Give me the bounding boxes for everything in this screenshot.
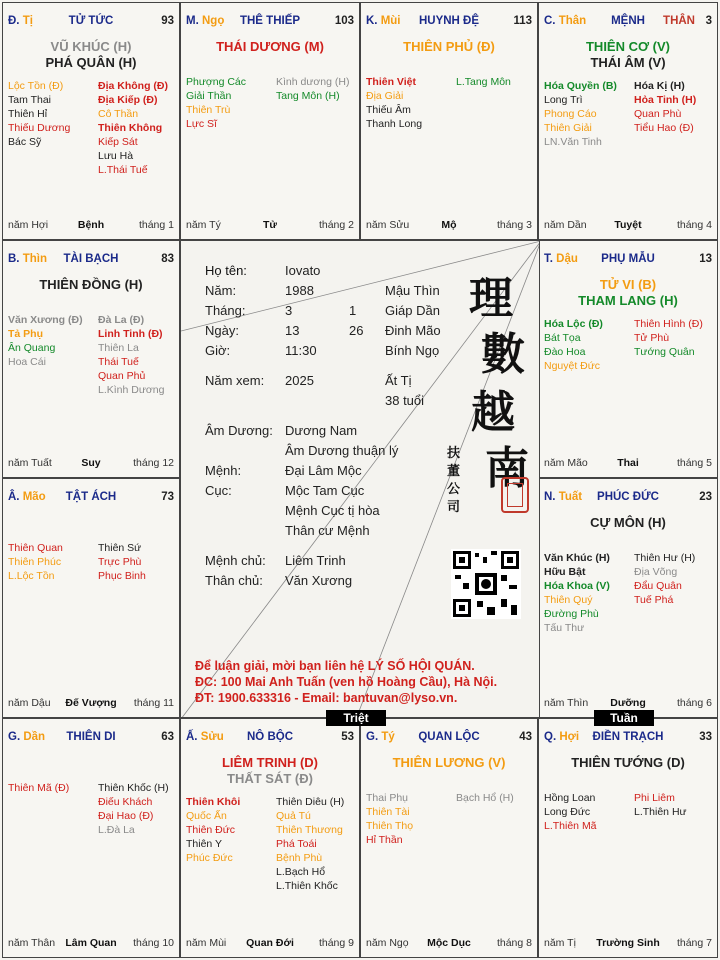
palace-ty[interactable] bbox=[2, 2, 180, 240]
minor-star: Địa Võng bbox=[634, 566, 678, 578]
minor-star: Phúc Đức bbox=[186, 852, 233, 864]
minor-star: Bát Tọa bbox=[544, 332, 581, 344]
minor-star: Văn Xương (Đ) bbox=[8, 314, 83, 326]
minor-stars-right bbox=[98, 781, 169, 837]
minor-stars-right bbox=[634, 551, 695, 607]
minor-star: LN.Văn Tinh bbox=[544, 136, 602, 148]
month-canchi: Giáp Dần bbox=[385, 303, 440, 318]
palace-dan[interactable] bbox=[2, 718, 180, 958]
palace-age: 63 bbox=[161, 731, 174, 743]
major-star: THÁI DƯƠNG (M) bbox=[216, 39, 324, 54]
minor-stars-left bbox=[186, 795, 240, 865]
minor-stars-left bbox=[544, 79, 617, 149]
palace-header bbox=[3, 731, 179, 747]
minor-star: Thiên Thọ bbox=[366, 820, 414, 832]
minor-stars-right bbox=[98, 541, 146, 583]
notice-line-2: ĐC: 100 Mai Anh Tuấn (ven hồ Hoàng Cầu), Hà Nội. bbox=[195, 675, 498, 689]
palace-stage: Trường Sinh bbox=[596, 937, 660, 949]
minor-star: Thanh Long bbox=[366, 118, 423, 130]
minor-star: Nguyệt Đức bbox=[544, 360, 601, 372]
palace-name: TỬ TỨC bbox=[68, 15, 114, 27]
minor-stars-left bbox=[8, 781, 69, 795]
month-label: Tháng: bbox=[205, 303, 246, 318]
minor-star: Tử Phù bbox=[634, 332, 670, 344]
major-stars bbox=[539, 755, 717, 771]
palace-stem: C. Thân bbox=[544, 15, 587, 27]
minor-star: L.Lộc Tồn bbox=[8, 570, 55, 582]
palace-ty2[interactable] bbox=[360, 718, 538, 958]
minor-stars-right bbox=[456, 75, 511, 89]
palace-age: 103 bbox=[334, 15, 354, 27]
minor-star: Kình dương (H) bbox=[276, 76, 350, 88]
palace-age: 83 bbox=[161, 253, 174, 265]
hour-canchi: Bính Ngọ bbox=[385, 343, 440, 358]
palace-header bbox=[361, 15, 537, 31]
palace-month: tháng 6 bbox=[676, 697, 712, 709]
minor-star: Tam Thai bbox=[8, 94, 51, 106]
minor-star: Thiên Phúc bbox=[8, 556, 62, 568]
minor-star: Phục Binh bbox=[98, 570, 146, 582]
palace-month: tháng 10 bbox=[133, 937, 174, 949]
palace-stage: Đế Vượng bbox=[65, 697, 117, 709]
minor-star: Quốc Ấn bbox=[186, 810, 227, 822]
year-value: 1988 bbox=[285, 283, 314, 298]
palace-stage: Bệnh bbox=[77, 219, 105, 231]
major-stars bbox=[181, 39, 359, 55]
minor-star: L.Bạch Hổ bbox=[276, 866, 326, 878]
minor-star: L.Thiên Mã bbox=[544, 820, 597, 832]
palace-name: THIÊN DI bbox=[66, 731, 116, 743]
minor-star: Tuế Phá bbox=[634, 594, 674, 606]
palace-stem: M. Ngọ bbox=[186, 15, 225, 27]
palace-stem: G. Dần bbox=[8, 731, 46, 743]
minor-star: Thiếu Dương bbox=[8, 122, 71, 134]
minor-star: L.Thái Tuế bbox=[98, 164, 148, 176]
major-star: THẤT SÁT (Đ) bbox=[227, 771, 313, 786]
major-stars bbox=[361, 39, 537, 55]
minor-star: Trực Phù bbox=[98, 556, 142, 568]
palace-year: năm Thân bbox=[8, 937, 56, 949]
minor-star: Thiên Quan bbox=[8, 542, 63, 554]
palace-name: HUYNH ĐỆ bbox=[418, 15, 480, 27]
palace-header bbox=[539, 491, 717, 507]
palace-stage: Thai bbox=[617, 457, 639, 469]
palace-age: 3 bbox=[705, 15, 712, 27]
palace-tuat[interactable] bbox=[538, 478, 718, 718]
minor-stars-right bbox=[98, 313, 164, 397]
minor-star: Bạch Hổ (H) bbox=[456, 792, 514, 804]
minor-star: Ân Quang bbox=[8, 342, 56, 354]
minor-star: L.Kình Dương bbox=[98, 384, 165, 396]
palace-stage: Quan Đới bbox=[246, 937, 294, 949]
palace-month: tháng 8 bbox=[496, 937, 532, 949]
minor-star: Đường Phù bbox=[544, 608, 599, 620]
major-star: THAM LANG (H) bbox=[578, 293, 678, 308]
major-star: CỰ MÔN (H) bbox=[590, 515, 666, 530]
palace-year: năm Mùi bbox=[186, 937, 227, 949]
minor-star: Hỏa Tinh (H) bbox=[634, 94, 697, 106]
major-stars bbox=[539, 39, 717, 71]
palace-footer bbox=[181, 937, 359, 951]
minor-star: L.Thiên Hư bbox=[634, 806, 687, 818]
palace-month: tháng 11 bbox=[133, 697, 174, 709]
palace-month: tháng 12 bbox=[133, 457, 174, 469]
palace-age: 33 bbox=[699, 731, 712, 743]
minor-star: Hóa Lộc (Đ) bbox=[544, 318, 603, 330]
major-star: LIÊM TRINH (D) bbox=[221, 755, 319, 770]
palace-footer bbox=[539, 457, 717, 471]
palace-name: PHỤ MẪU bbox=[601, 253, 655, 265]
palace-footer bbox=[3, 457, 179, 471]
center-info-panel bbox=[180, 240, 540, 718]
cuc-label: Cục: bbox=[205, 483, 232, 498]
palace-footer bbox=[361, 219, 537, 233]
palace-mui[interactable] bbox=[360, 2, 538, 240]
palace-name: TÀI BẠCH bbox=[63, 253, 119, 265]
minor-star: Tiểu Hao (Đ) bbox=[634, 122, 694, 134]
calligraphy-char-2: 數 bbox=[481, 329, 525, 380]
minor-star: Thiên Y bbox=[186, 838, 222, 850]
palace-header bbox=[181, 15, 359, 31]
minor-star: L.Đà La bbox=[98, 824, 135, 836]
calligraphy-side-text: 扶 董 公 司 bbox=[447, 446, 461, 515]
palace-month: tháng 3 bbox=[496, 219, 532, 231]
view-year-canchi: Ất Tị bbox=[385, 373, 412, 388]
tuan-badge: Tuần bbox=[594, 710, 654, 726]
minor-stars-right bbox=[634, 791, 687, 819]
palace-ngo[interactable] bbox=[180, 2, 360, 240]
minor-star: Hỉ Thần bbox=[366, 834, 403, 846]
minor-star: Phi Liêm bbox=[634, 792, 675, 804]
minor-stars-left bbox=[8, 313, 83, 369]
minor-stars-left bbox=[186, 75, 246, 131]
palace-stage: Suy bbox=[81, 457, 101, 469]
minor-stars-right bbox=[276, 795, 344, 893]
palace-stem: T. Dậu bbox=[544, 253, 578, 265]
palace-footer bbox=[3, 697, 179, 711]
minor-star: Đại Hao (Đ) bbox=[98, 810, 154, 822]
minor-star: Thiên La bbox=[98, 342, 139, 354]
palace-month: tháng 5 bbox=[676, 457, 712, 469]
palace-footer bbox=[539, 937, 717, 951]
palace-footer bbox=[539, 219, 717, 233]
major-star: VŨ KHÚC (H) bbox=[50, 39, 132, 54]
palace-name: THÊ THIẾP bbox=[239, 15, 301, 27]
minor-star: Thiên Tài bbox=[366, 806, 410, 818]
minor-star: Thiên Hình (Đ) bbox=[634, 318, 703, 330]
palace-name: NÔ BỘC bbox=[247, 731, 293, 743]
minor-star: Phá Toái bbox=[276, 838, 317, 850]
major-star: PHÁ QUÂN (H) bbox=[45, 55, 137, 70]
red-seal-icon bbox=[501, 477, 529, 513]
view-year-label: Năm xem: bbox=[205, 373, 265, 388]
qr-code-icon[interactable] bbox=[451, 549, 521, 619]
palace-footer bbox=[361, 937, 537, 951]
palace-stage: Dưỡng bbox=[610, 697, 646, 709]
minor-star: Lộc Tồn (Đ) bbox=[8, 80, 64, 92]
major-stars bbox=[181, 755, 359, 787]
palace-dau[interactable] bbox=[538, 240, 718, 478]
notice-line-1: Để luận giải, mời bạn liên hệ LÝ SỐ HỘI QUÁN. bbox=[195, 659, 475, 673]
day-lunar: 26 bbox=[349, 323, 364, 338]
palace-footer bbox=[539, 697, 717, 711]
menh-value: Đại Lâm Mộc bbox=[285, 463, 362, 478]
palace-stage: Mộc Dục bbox=[427, 937, 471, 949]
palace-stem: Ấ. Sửu bbox=[186, 731, 224, 743]
cuc-note2: Thân cư Mệnh bbox=[285, 523, 370, 538]
minor-stars-right bbox=[634, 79, 696, 135]
minor-star: Hóa Kị (H) bbox=[634, 80, 685, 92]
minor-star: Lực Sĩ bbox=[186, 118, 217, 130]
palace-month: tháng 9 bbox=[318, 937, 354, 949]
palace-name: TẬT ÁCH bbox=[65, 491, 117, 503]
minor-star: Hồng Loan bbox=[544, 792, 596, 804]
palace-year: năm Sửu bbox=[366, 219, 410, 231]
palace-name: PHÚC ĐỨC bbox=[597, 491, 659, 503]
palace-header bbox=[539, 731, 717, 747]
minor-star: Hóa Khoa (V) bbox=[544, 580, 610, 592]
minor-star: Thiên Việt bbox=[366, 76, 416, 88]
minor-star: Long Đức bbox=[544, 806, 591, 818]
major-star: THIÊN PHỦ (Đ) bbox=[403, 39, 495, 54]
palace-age: 43 bbox=[519, 731, 532, 743]
notice-line-3: ĐT: 1900.633316 - Email: bantuvan@lyso.vn. bbox=[195, 691, 458, 705]
month-lunar: 1 bbox=[349, 303, 357, 318]
palace-year: năm Thìn bbox=[544, 697, 589, 709]
amduong-label: Âm Dương: bbox=[205, 423, 273, 438]
palace-stem: Q. Hợi bbox=[544, 731, 580, 743]
hour-label: Giờ: bbox=[205, 343, 231, 358]
palace-name: QUAN LỘC bbox=[418, 731, 480, 743]
menhchu-value: Liêm Trinh bbox=[285, 553, 346, 568]
minor-star: Hoa Cái bbox=[8, 356, 46, 368]
minor-stars-right bbox=[634, 317, 703, 359]
day-solar: 13 bbox=[285, 323, 300, 338]
major-stars bbox=[3, 39, 179, 71]
minor-star: Quan Phủ bbox=[98, 370, 146, 382]
minor-stars-left bbox=[544, 551, 610, 635]
palace-age: 93 bbox=[161, 15, 174, 27]
palace-age: 53 bbox=[341, 731, 354, 743]
minor-star: Bệnh Phù bbox=[276, 852, 323, 864]
minor-star: Bác Sỹ bbox=[8, 136, 42, 148]
palace-month: tháng 4 bbox=[676, 219, 712, 231]
amduong-note: Âm Dương thuận lý bbox=[285, 443, 399, 458]
palace-footer bbox=[3, 219, 179, 233]
minor-stars-left bbox=[366, 791, 413, 847]
major-stars bbox=[539, 515, 717, 531]
minor-star: Thai Phụ bbox=[366, 792, 409, 804]
palace-age: 113 bbox=[513, 15, 532, 27]
major-star: TỬ VI (B) bbox=[599, 277, 657, 292]
major-star: THIÊN TƯỚNG (D) bbox=[571, 755, 685, 770]
year-canchi: Mậu Thìn bbox=[385, 283, 440, 298]
cuc-value: Mộc Tam Cục bbox=[285, 483, 365, 498]
calligraphy-char-1: 理 bbox=[469, 273, 513, 324]
minor-stars-left bbox=[544, 791, 597, 833]
palace-stage: Lâm Quan bbox=[65, 937, 117, 949]
age-value: 38 tuổi bbox=[385, 393, 425, 408]
minor-star: Thiên Mã (Đ) bbox=[8, 782, 70, 794]
palace-year: năm Dậu bbox=[8, 697, 51, 709]
minor-star: Tang Môn (H) bbox=[276, 90, 340, 102]
minor-star: Giải Thần bbox=[186, 90, 232, 102]
minor-star: Phong Cáo bbox=[544, 108, 597, 120]
palace-year: năm Mão bbox=[544, 457, 588, 469]
minor-star: Thiên Trù bbox=[186, 104, 231, 116]
minor-star: Địa Giải bbox=[366, 90, 404, 102]
minor-star: Thiên Thương bbox=[276, 824, 343, 836]
minor-star: Thiên Không bbox=[98, 122, 163, 134]
palace-stem: Đ. Tị bbox=[8, 15, 33, 27]
minor-star: Đào Hoa bbox=[544, 346, 586, 358]
minor-star: Thiếu Âm bbox=[366, 104, 411, 116]
view-year-value: 2025 bbox=[285, 373, 314, 388]
major-stars bbox=[361, 755, 537, 771]
palace-stage: Mộ bbox=[441, 219, 457, 231]
minor-star: L.Thiên Khốc bbox=[276, 880, 338, 892]
minor-star: Tấu Thư bbox=[544, 622, 585, 634]
minor-star: Thiên Hư (H) bbox=[634, 552, 696, 564]
minor-star: Linh Tinh (Đ) bbox=[98, 328, 163, 340]
minor-star: Thiên Khôi bbox=[186, 796, 241, 808]
palace-body-marker: THÂN bbox=[663, 15, 695, 27]
palace-thin[interactable] bbox=[2, 240, 180, 478]
minor-stars-right bbox=[98, 79, 168, 177]
palace-year: năm Dần bbox=[544, 219, 587, 231]
minor-stars-left bbox=[8, 79, 70, 149]
palace-year: năm Tị bbox=[544, 937, 576, 949]
palace-footer bbox=[3, 937, 179, 951]
palace-year: năm Tuất bbox=[8, 457, 52, 469]
name-label: Họ tên: bbox=[205, 263, 247, 278]
minor-star: Long Trì bbox=[544, 94, 583, 106]
hour-value: 11:30 bbox=[285, 343, 317, 358]
name-value: Iovato bbox=[285, 263, 321, 278]
palace-header bbox=[3, 491, 179, 507]
day-canchi: Đinh Mão bbox=[385, 323, 441, 338]
day-label: Ngày: bbox=[205, 323, 239, 338]
minor-star: Thái Tuế bbox=[98, 356, 139, 368]
minor-star: Tướng Quân bbox=[634, 346, 695, 358]
minor-star: Hữu Bật bbox=[544, 566, 586, 578]
palace-header bbox=[361, 731, 537, 747]
menhchu-label: Mệnh chủ: bbox=[205, 553, 266, 568]
major-star: THIÊN ĐỒNG (H) bbox=[39, 277, 143, 292]
year-label: Năm: bbox=[205, 283, 237, 298]
thanchu-value: Văn Xương bbox=[285, 573, 353, 588]
minor-star: Quả Tú bbox=[276, 810, 311, 822]
palace-header bbox=[181, 731, 359, 747]
palace-age: 13 bbox=[699, 253, 712, 265]
palace-stage: Tử bbox=[262, 219, 278, 231]
palace-stem: B. Thìn bbox=[8, 253, 47, 265]
minor-star: Thiên Quý bbox=[544, 594, 593, 606]
minor-star: Hóa Quyền (B) bbox=[544, 80, 617, 92]
minor-star: Thiên Hỉ bbox=[8, 108, 48, 120]
palace-header bbox=[3, 15, 179, 31]
triet-badge: Triệt bbox=[326, 710, 386, 726]
minor-star: Văn Khúc (H) bbox=[544, 552, 610, 564]
major-star: THÁI ÂM (V) bbox=[590, 55, 666, 70]
month-solar: 3 bbox=[285, 303, 293, 318]
minor-star: Quan Phù bbox=[634, 108, 682, 120]
minor-stars-left bbox=[8, 541, 63, 583]
palace-footer bbox=[181, 219, 359, 233]
palace-stage: Tuyệt bbox=[614, 219, 642, 231]
palace-header bbox=[3, 253, 179, 269]
minor-star: Tả Phụ bbox=[8, 328, 44, 340]
palace-stem: N. Tuất bbox=[544, 491, 583, 503]
major-stars bbox=[539, 277, 717, 309]
minor-star: Thiên Giải bbox=[544, 122, 592, 134]
minor-star: Đẩu Quân bbox=[634, 580, 682, 592]
minor-star: Lưu Hà bbox=[98, 150, 134, 162]
minor-star: Cô Thần bbox=[98, 108, 139, 120]
minor-star: Đà La (Đ) bbox=[98, 314, 145, 326]
palace-name: ĐIỀN TRẠCH bbox=[592, 731, 664, 743]
minor-star: Địa Không (Đ) bbox=[98, 80, 168, 92]
palace-year: năm Hợi bbox=[8, 219, 49, 231]
palace-stem: G. Tý bbox=[366, 731, 395, 743]
calligraphy-char-4: 南 bbox=[485, 443, 529, 494]
minor-star: Điếu Khách bbox=[98, 796, 153, 808]
menh-label: Mệnh: bbox=[205, 463, 242, 478]
palace-header bbox=[539, 253, 717, 269]
palace-than[interactable] bbox=[538, 2, 718, 240]
palace-month: tháng 2 bbox=[318, 219, 354, 231]
minor-stars-right bbox=[456, 791, 514, 805]
palace-stem: K. Mùi bbox=[366, 15, 401, 27]
palace-age: 23 bbox=[699, 491, 712, 503]
minor-star: Thiên Sứ bbox=[98, 542, 142, 554]
major-star: THIÊN LƯƠNG (V) bbox=[392, 755, 506, 770]
minor-star: L.Tang Môn bbox=[456, 76, 511, 88]
palace-year: năm Tý bbox=[186, 219, 221, 231]
minor-star: Kiếp Sát bbox=[98, 136, 138, 148]
minor-star: Thiên Khốc (H) bbox=[98, 782, 169, 794]
minor-stars-left bbox=[544, 317, 603, 373]
thanchu-label: Thân chủ: bbox=[205, 573, 263, 588]
palace-suu[interactable] bbox=[180, 718, 360, 958]
minor-star: Phượng Các bbox=[186, 76, 247, 88]
minor-star: Thiên Diêu (H) bbox=[276, 796, 345, 808]
cuc-note1: Mệnh Cục tị hòa bbox=[285, 503, 380, 518]
palace-year: năm Ngọ bbox=[366, 937, 409, 949]
minor-stars-right bbox=[276, 75, 349, 103]
minor-stars-left bbox=[366, 75, 422, 131]
amduong-value: Dương Nam bbox=[285, 423, 358, 438]
palace-mao[interactable] bbox=[2, 478, 180, 718]
palace-name: MỆNH bbox=[611, 15, 645, 27]
minor-star: Địa Kiếp (Đ) bbox=[98, 94, 158, 106]
palace-hoi[interactable] bbox=[538, 718, 718, 958]
palace-age: 73 bbox=[161, 491, 174, 503]
palace-stem: Â. Mão bbox=[8, 491, 46, 503]
major-stars bbox=[3, 277, 179, 293]
palace-header bbox=[539, 15, 717, 31]
palace-month: tháng 1 bbox=[138, 219, 174, 231]
minor-star: Thiên Đức bbox=[186, 824, 236, 836]
calligraphy-char-3: 越 bbox=[471, 387, 515, 438]
major-star: THIÊN CƠ (V) bbox=[585, 39, 671, 54]
name-row bbox=[205, 263, 247, 278]
palace-month: tháng 7 bbox=[676, 937, 712, 949]
